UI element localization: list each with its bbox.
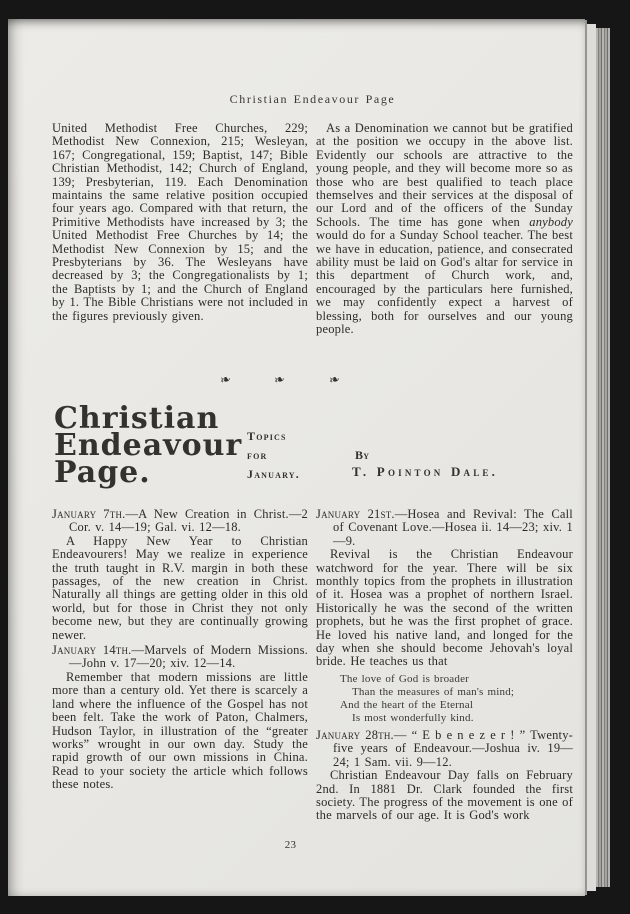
- topics-right-column: [316, 508, 573, 823]
- intro-right-text-end: would do for a Sunday School teacher. The best we have in education, patience, and consecrated ability must be laid on God's altar for service in this department of Church work, and, encouraged by the particulars here furnished, we may confidently expect a harvest of blessing, both for ourselves and our young people.: [316, 228, 573, 337]
- page-number: 23: [284, 839, 297, 851]
- poem-line: Than the measures of man's mind;: [352, 685, 515, 698]
- feature-headline-block: [52, 401, 573, 510]
- poem-line: Is most wonderfully kind.: [352, 711, 474, 724]
- poem-quote: [340, 673, 573, 725]
- page-content: [52, 19, 573, 896]
- topic-heading: [52, 644, 308, 671]
- topic-heading: [316, 729, 573, 769]
- intro-right-column: [316, 122, 573, 337]
- topic-date: January 21st.: [316, 507, 395, 521]
- topic-body: Remember that modern missions are little more than a century old. Yet there is scarcely a land where the influence of the Gospel has not been felt. Take the work of Paton, Chalmers, Hudson Taylor, in illustration of the “greater works” wrought in our own day. Study the rapid growth of our own missions in China. Read to your society the article which follows these notes.: [52, 669, 308, 792]
- ornament-row: [220, 373, 340, 386]
- page-title-line: Endeavour: [54, 428, 243, 463]
- topic-heading-rest: — “ E b e n e z e r ! ” Twenty-five years of Endeavour.—Joshua iv. 19—24; 1 Sam. vii. 9—12.: [333, 727, 574, 769]
- byline-author: T. Pointon Dale.: [352, 464, 499, 479]
- topic-heading-rest: —Hosea and Revival: The Call of Covenant Love.—Hosea ii. 14—23; xiv. 1—9.: [333, 507, 573, 548]
- topics-for-january-label: [247, 427, 300, 484]
- topics-left-column: [52, 508, 308, 823]
- topic-heading-rest: —A New Creation in Christ.—2 Cor. v. 14—19; Gal. vi. 12—18.: [69, 507, 308, 535]
- intro-right-paragraph: [316, 122, 573, 337]
- topic-body: A Happy New Year to Christian Endeavourers! May we realize in experience the truth taught in R.V. margin in both these passages, of the new creation in Christ. Naturally all things are getting older in this old world, but for those in Christ they not only become new, but they are continually growing newer.: [52, 533, 308, 642]
- intro-section: [52, 122, 573, 337]
- running-header: Christian Endeavour Page: [229, 92, 396, 106]
- page-title: [54, 401, 243, 490]
- intro-right-text-start: As a Denomination we cannot but be gratified at the position we occupy in the above list. Evidently our schools are attractive to the young people, and they will become more so as those who are best qualified to teach place themselves and their services at the disposal of our Lord and of the officers of the Sunday Schools. The time has gone when: [316, 121, 573, 229]
- page-title-line: Page.: [54, 455, 151, 490]
- topics-label-line: Topics: [247, 429, 287, 443]
- intro-left-column: [52, 122, 308, 337]
- topic-heading: [316, 508, 573, 548]
- page-title-line: Christian: [54, 401, 220, 436]
- floral-ornament-icon: ❧: [272, 371, 287, 388]
- topic-date: January 14th.: [52, 643, 132, 658]
- intro-left-paragraph: United Methodist Free Churches, 229; Methodist New Connexion, 215; Wesleyan, 167; Congregational, 159; Baptist, 147; Bible Christian Methodist, 142; Church of England, 139; Presbyterian, 119. Each Denomination maintains the same relative position occupied four years ago. Compared with that return, the Primitive Methodists have increased by 3; the United Methodist Free Churches by 14; the Methodist New Connexion by 15; and the Presbyterians by 36. The Wesleyans have decreased by 3; the Congregationalists by 1; the Baptists by 1; and the Church of England by 1. The Bible Christians were not included in the figures previously given.: [52, 121, 308, 323]
- byline-by-label: By: [355, 448, 370, 462]
- topic-date: January 7th.: [52, 507, 126, 521]
- poem-line: The love of God is broader: [340, 672, 470, 685]
- floral-ornament-icon: ❧: [218, 371, 233, 388]
- poem-line: And the heart of the Eternal: [340, 698, 474, 711]
- scanned-book-page: [8, 19, 585, 896]
- floral-ornament-icon: ❧: [327, 371, 342, 388]
- next-page-edge: [587, 24, 596, 891]
- book-page-stack: [596, 28, 610, 887]
- topic-body: Revival is the Christian Endeavour watchword for the year. There will be six monthly topics from the prophets in illustration of it. Hosea was a prophet of northern Israel. Historically he was the second of the written prophets, but he was the first prophet of grace. He loved his native land, and longed for the day when she should become Jehovah's loyal bride. He teaches us that: [316, 547, 573, 669]
- topic-heading: [52, 508, 308, 535]
- topics-section: [52, 508, 573, 823]
- topics-label-line: for: [247, 448, 268, 462]
- topic-date: January 28th.: [316, 727, 394, 742]
- topic-heading-rest: —Marvels of Modern Missions.—John v. 17—20; xiv. 12—14.: [69, 643, 309, 671]
- topic-body: Christian Endeavour Day falls on February 2nd. In 1881 Dr. Clark founded the first society. The progress of the movement is one of the marvels of our age. It is God's work: [316, 768, 573, 823]
- topics-label-line: January.: [247, 467, 300, 481]
- intro-right-italic-word: anybody: [529, 214, 573, 229]
